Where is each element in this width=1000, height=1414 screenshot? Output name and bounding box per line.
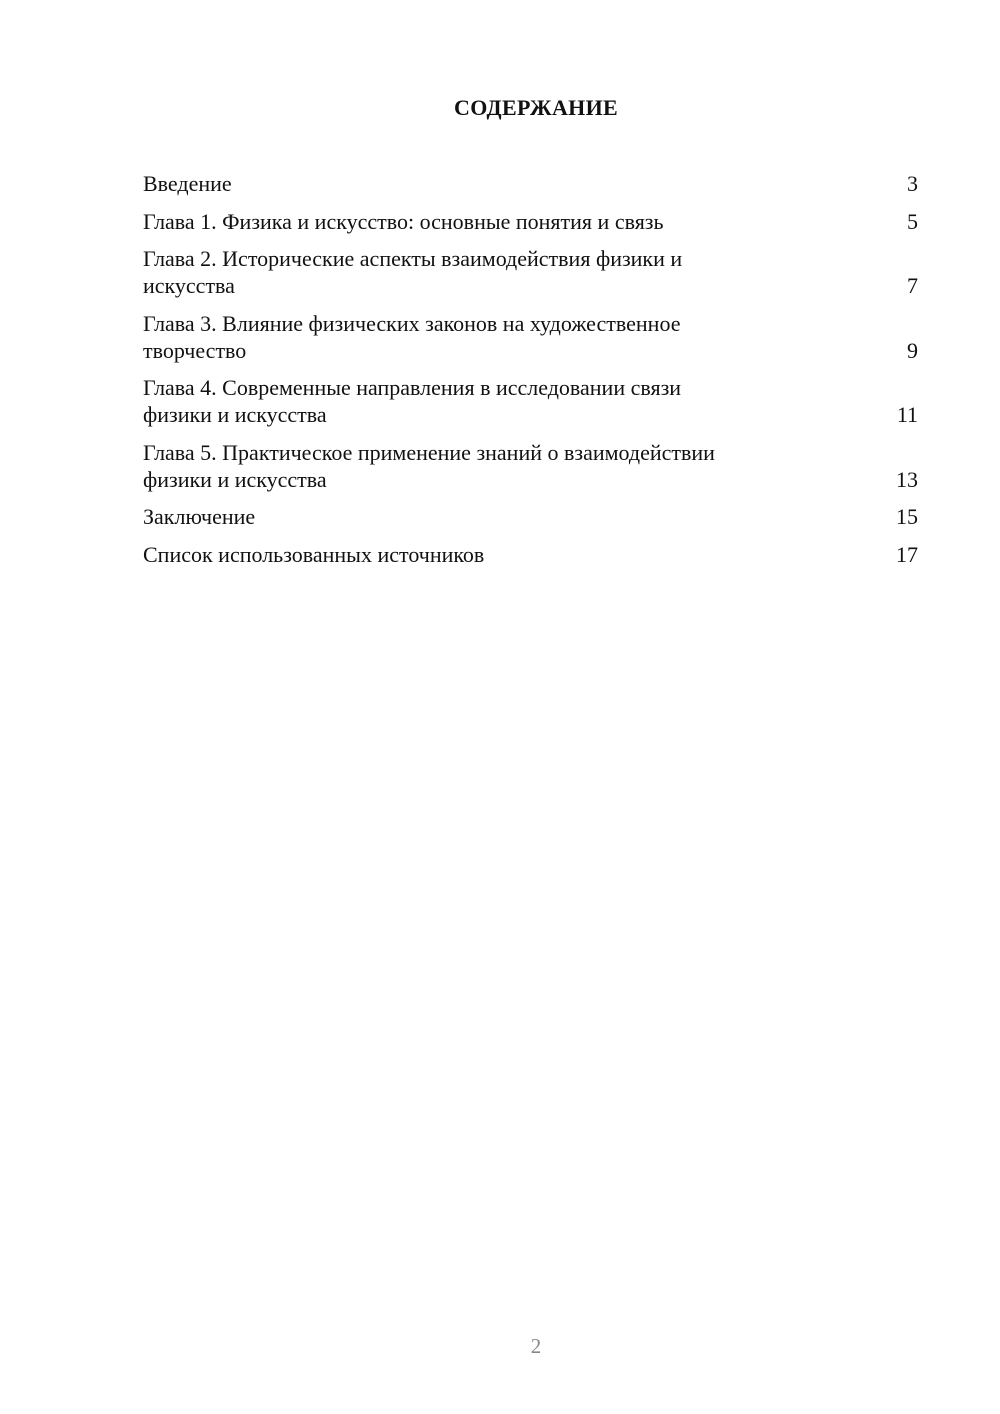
toc-entry-page: 13 [896,466,918,492]
toc-entry-label: Глава 4. Современные направления в исследовании связи физики и искусства [143,375,682,427]
toc-entry[interactable] [143,374,918,428]
toc-entry-page: 5 [907,208,918,234]
toc-entry-label: Глава 2. Исторические аспекты взаимодействия физики и искусства [143,246,683,298]
toc-entry-page: 15 [896,504,918,529]
toc-entry-label: Список использованных источников [143,541,485,567]
toc-entry-label: Глава 5. Практическое применение знаний о взаимодействии физики и искусства [143,439,715,492]
toc-entry[interactable] [143,310,918,364]
toc-entry-page: 3 [907,171,918,196]
toc-entry-page: 11 [896,402,918,427]
toc-entry-label: Заключение [143,504,256,529]
toc-entry[interactable] [143,208,918,235]
toc-entry[interactable] [143,503,918,530]
page-number: 2 [530,1334,542,1358]
toc-entry[interactable] [143,439,918,493]
toc-entry[interactable] [143,541,918,568]
toc-entry[interactable] [143,170,918,197]
toc-title: СОДЕРЖАНИЕ [454,95,618,120]
toc-entry-page: 9 [907,337,918,363]
toc-entry-label: Введение [143,171,232,196]
toc-entry-page: 17 [896,541,918,567]
toc-entry-label: Глава 3. Влияние физических законов на художественное творчество [143,310,681,363]
toc-entry-page: 7 [907,273,918,298]
toc-entry[interactable] [143,245,918,299]
toc-entry-label: Глава 1. Физика и искусство: основные понятия и связь [143,208,664,234]
toc-list [143,170,918,578]
